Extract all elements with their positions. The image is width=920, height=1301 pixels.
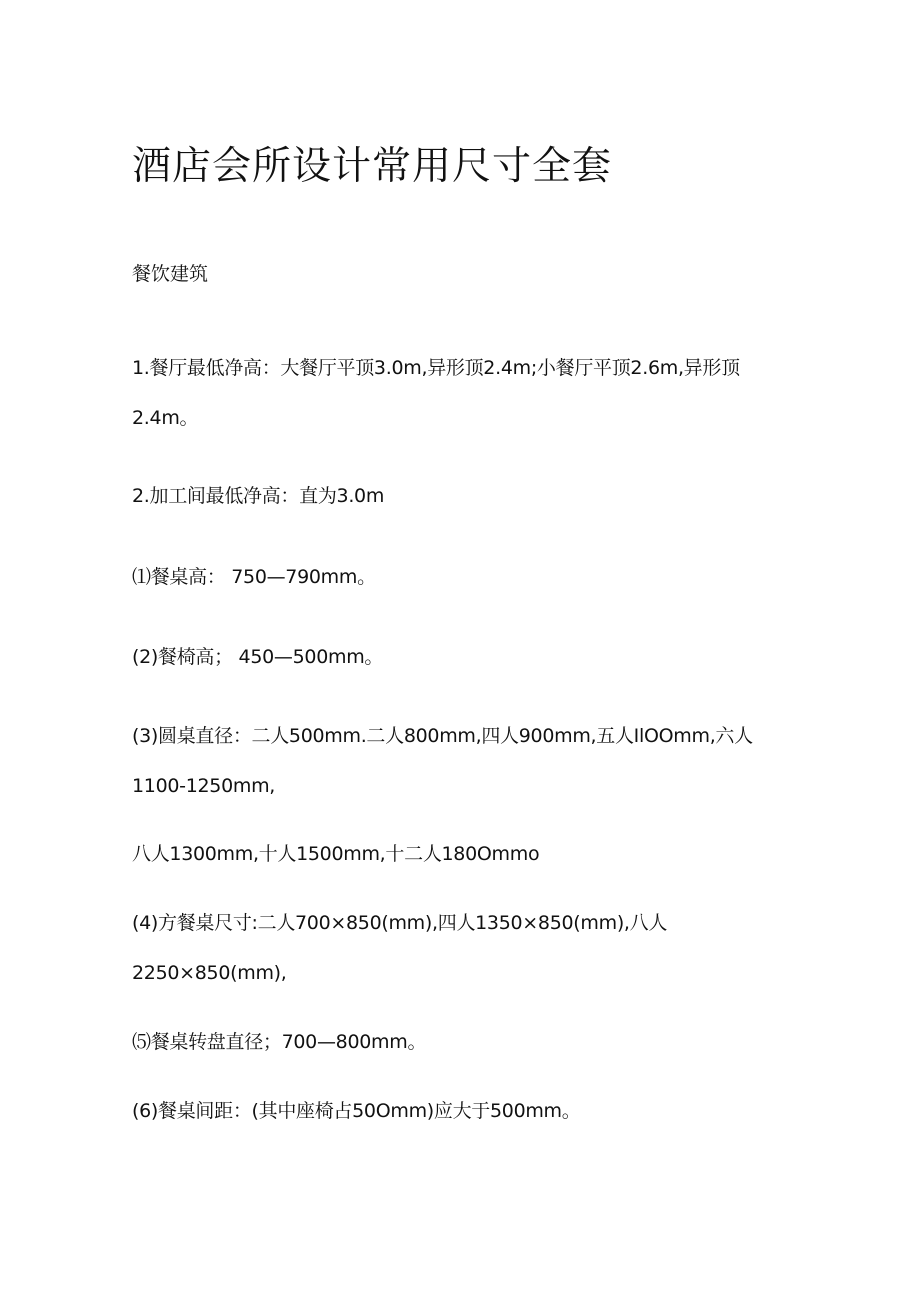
- paragraph-round-table-diameter: (3)圆桌直径：二人500mm.二人800mm,四人900mm,五人IlOOmm,六人1100-1250mm,: [132, 725, 753, 797]
- paragraph-table-height: ⑴餐桌高： 750—790mm。: [132, 566, 376, 588]
- section-heading: 餐饮建筑: [132, 263, 209, 285]
- paragraph-square-table-size: (4)方餐桌尺寸:二人700×850(mm),四人1350×850(mm),八人2250×850(mm),: [132, 912, 668, 984]
- paragraph-kitchen-height: 2.加工间最低净高：直为3.0m: [132, 485, 385, 507]
- paragraph-round-table-large: 八人1300mm,十人1500mm,十二人180Ommo: [132, 843, 540, 865]
- paragraph-table-spacing: (6)餐桌间距：(其中座椅占50Omm)应大于500mm。: [132, 1100, 581, 1122]
- paragraph-chair-height: (2)餐椅高； 450—500mm。: [132, 646, 384, 668]
- paragraph-turntable-diameter: ⑸餐桌转盘直径；700—800mm。: [132, 1031, 427, 1053]
- paragraph-ceiling-height: 1.餐厅最低净高：大餐厅平顶3.0m,异形顶2.4m;小餐厅平顶2.6m,异形顶2.4m。: [132, 357, 740, 429]
- document-title: 酒店会所设计常用尺寸全套: [132, 144, 613, 189]
